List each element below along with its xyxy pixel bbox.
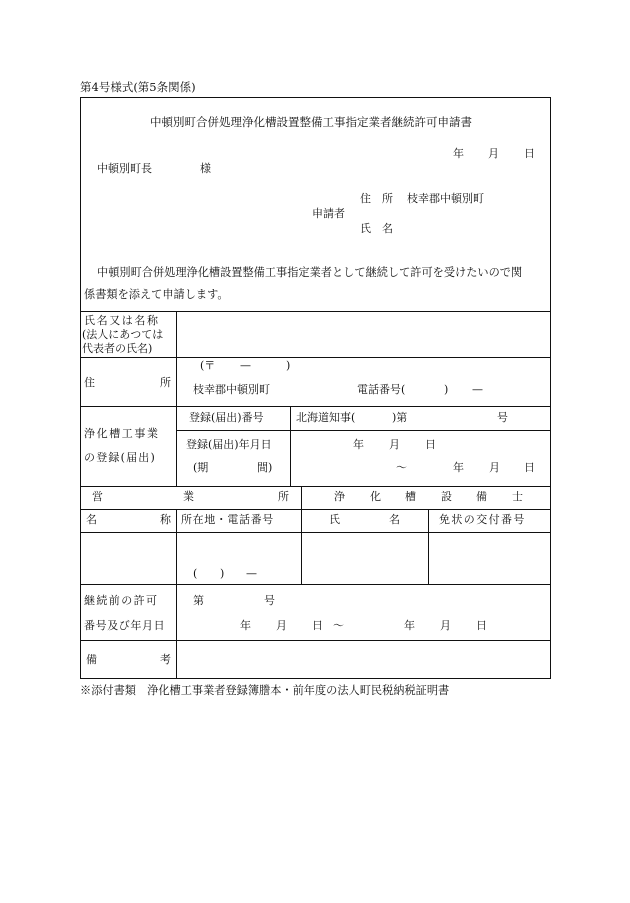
postal-dash: — — [240, 359, 251, 372]
reg-date-year: 年 — [353, 438, 364, 451]
address-label: 住 所 — [360, 192, 393, 205]
name-field[interactable] — [177, 312, 550, 356]
office-phone-close: ) — [220, 567, 225, 580]
rule — [80, 406, 551, 407]
prev-permit-tilde: ～ — [333, 619, 344, 632]
name-row-label-1: 氏名又は名称 — [84, 314, 160, 327]
remarks-field[interactable] — [177, 641, 550, 678]
tech-col-name-b: 名 — [389, 513, 400, 526]
reg-period-close: 間) — [257, 461, 273, 474]
office-phone-open: ( — [193, 567, 198, 580]
tech-header-3: 槽 — [405, 490, 416, 503]
reg-period-tilde: ～ — [396, 461, 407, 474]
phone-label: 電話番号( — [357, 383, 406, 396]
phone-close: ) — [444, 383, 449, 396]
rule — [290, 406, 291, 486]
remarks-label-a: 備 — [86, 653, 97, 666]
remarks-label-b: 考 — [160, 653, 171, 666]
reg-number-suffix: 号 — [497, 411, 508, 424]
postal-prefix: (〒 — [200, 359, 216, 372]
rule — [176, 430, 551, 431]
reg-number-label: 登録(届出)番号 — [189, 411, 264, 424]
date-month-label: 月 — [488, 147, 499, 160]
tech-header-1: 浄 — [334, 490, 345, 503]
reg-date-month: 月 — [389, 438, 400, 451]
prev-permit-label-2: 番号及び年月日 — [84, 619, 166, 632]
date-year-label: 年 — [453, 147, 464, 160]
tech-header-5: 備 — [476, 490, 487, 503]
name-label: 氏 名 — [360, 222, 393, 235]
phone-dash: — — [472, 383, 483, 396]
applicant-label: 申請者 — [312, 207, 345, 220]
prev-permit-month-2: 月 — [440, 619, 451, 632]
reg-period-day: 日 — [524, 461, 535, 474]
reg-period-open: (期 — [193, 461, 209, 474]
addressee-name: 中頓別町長 — [97, 162, 152, 175]
reg-date-day: 日 — [425, 438, 436, 451]
date-day-label: 日 — [524, 147, 535, 160]
postal-close: ) — [286, 359, 291, 372]
prev-permit-year-1: 年 — [240, 619, 251, 632]
office-header-3: 所 — [278, 490, 289, 503]
rule — [80, 509, 551, 510]
prev-permit-label-1: 継続前の許可 — [84, 594, 159, 607]
tech-header-2: 化 — [370, 490, 381, 503]
registration-label-2: の登録(届出) — [84, 451, 156, 464]
tech-license-field[interactable] — [429, 533, 550, 583]
body-text-line-2: 係書類を添えて申請します。 — [84, 288, 229, 301]
reg-period-year: 年 — [453, 461, 464, 474]
address-value: 枝幸郡中頓別町 — [407, 192, 484, 205]
tech-col-name-a: 氏 — [329, 513, 340, 526]
attachment-note: ※添付書類 浄化槽工事業者登録簿謄本・前年度の法人町民税納税証明書 — [80, 684, 450, 697]
address-row-label-a: 住 — [84, 376, 95, 389]
prev-permit-day-2: 日 — [476, 619, 487, 632]
rule — [80, 486, 551, 487]
rule — [80, 357, 551, 358]
tech-name-field[interactable] — [302, 533, 427, 583]
form-number: 第4号様式(第5条関係) — [80, 80, 196, 94]
office-col-name-b: 称 — [160, 513, 171, 526]
prev-permit-go: 号 — [264, 594, 275, 607]
prev-permit-day-1: 日 — [312, 619, 323, 632]
office-phone-dash: — — [246, 567, 257, 580]
reg-period-month: 月 — [489, 461, 500, 474]
form-title: 中頓別町合併処理浄化槽設置整備工事指定業者継続許可申請書 — [150, 115, 472, 129]
tech-header-4: 設 — [441, 490, 452, 503]
reg-number-pre: 北海道知事( — [296, 411, 356, 424]
office-col-location: 所在地・電話番号 — [181, 513, 274, 526]
tech-header-6: 士 — [512, 490, 523, 503]
registration-label-1: 浄化槽工事業 — [84, 427, 160, 440]
address-town: 枝幸郡中頓別町 — [193, 383, 270, 396]
reg-number-mid: )第 — [392, 411, 408, 424]
address-row-label-b: 所 — [160, 376, 171, 389]
addressee-honorific: 様 — [200, 162, 211, 175]
name-row-label-3: 代表者の氏名) — [82, 342, 153, 355]
name-row-label-2: (法人にあつては — [82, 328, 164, 341]
reg-date-label: 登録(届出)年月日 — [186, 438, 272, 451]
body-text-line-1: 中頓別町合併処理浄化槽設置整備工事指定業者として継続して許可を受けたいので関 — [97, 266, 523, 279]
prev-permit-month-1: 月 — [276, 619, 287, 632]
rule — [80, 584, 551, 585]
tech-col-license: 免状の交付番号 — [439, 513, 526, 526]
office-col-name-a: 名 — [86, 513, 97, 526]
office-header-2: 業 — [183, 490, 194, 503]
prev-permit-dai: 第 — [193, 594, 204, 607]
prev-permit-year-2: 年 — [404, 619, 415, 632]
office-header-1: 営 — [92, 490, 103, 503]
office-name-field[interactable] — [81, 533, 175, 583]
